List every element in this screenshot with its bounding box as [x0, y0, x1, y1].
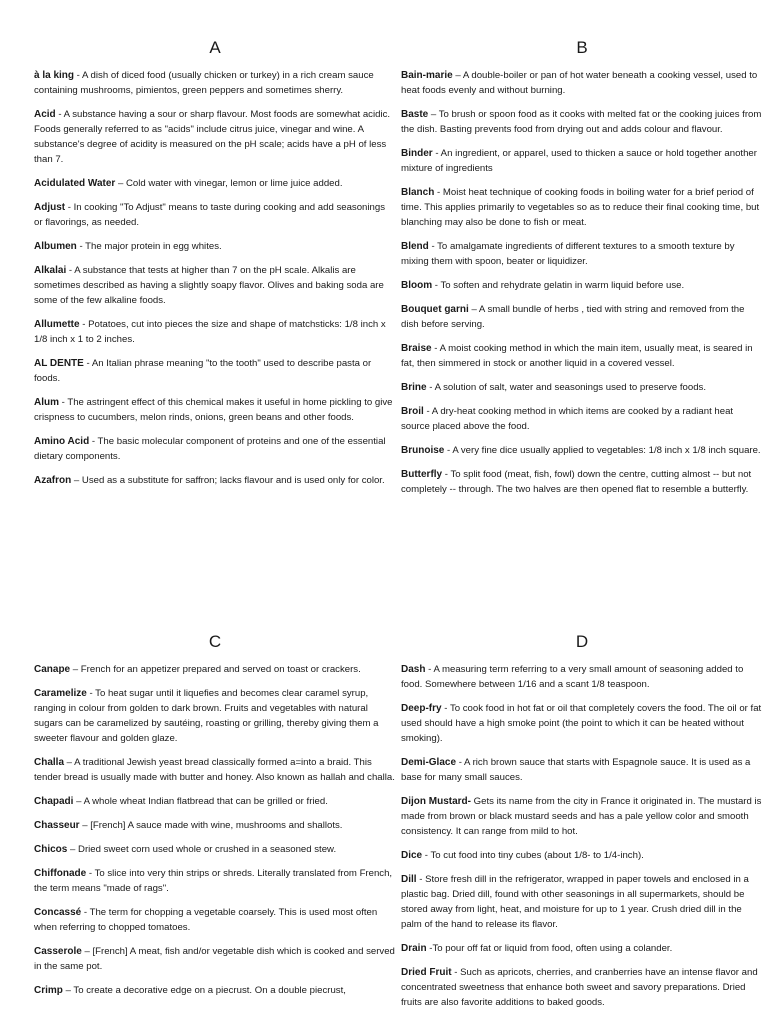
glossary-entry: [34, 944, 396, 974]
entry-definition: An Italian phrase meaning "to the tooth" used to describe pasta or foods.: [34, 358, 372, 384]
entry-term: Demi-Glace: [401, 757, 457, 768]
entry-term: Caramelize: [34, 688, 87, 699]
section-letter: C: [208, 632, 222, 651]
glossary-entry: [34, 983, 396, 998]
entry-term: Bain-marie: [401, 70, 453, 81]
glossary-entry: [34, 356, 396, 386]
entry-separator: -: [444, 445, 453, 456]
entry-separator: -: [86, 868, 95, 879]
glossary-entry: [401, 941, 763, 956]
glossary-entry: [34, 263, 396, 308]
entry-separator: -: [59, 397, 68, 408]
entry-term: Amino Acid: [34, 436, 90, 447]
entry-term: Blend: [401, 241, 429, 252]
section-b: [401, 38, 763, 506]
entry-term: Alkalai: [34, 265, 67, 276]
entry-term: Dijon Mustard-: [401, 796, 471, 807]
entry-definition: An ingredient, or apparel, used to thicken a sauce or hold together another mixture of ingredients: [401, 148, 757, 174]
glossary-entry: [34, 662, 396, 677]
entry-definition: [French] A meat, fish and/or vegetable dish which is cooked and served in the same pot.: [34, 946, 395, 972]
entry-separator: -: [426, 382, 435, 393]
entry-separator: -: [55, 109, 64, 120]
glossary-entry: [34, 473, 396, 488]
entry-separator: –: [81, 946, 93, 957]
entry-separator: -: [416, 874, 426, 885]
entry-definition: A rich brown sauce that starts with Espagnole sauce. It is used as a base for many small sauces.: [401, 757, 751, 783]
entry-separator: -: [431, 343, 440, 354]
entry-term: Brunoise: [401, 445, 445, 456]
entry-definition: In cooking "To Adjust" means to taste during cooking and add seasonings or flavorings, as needed.: [34, 202, 385, 228]
entry-term: Challa: [34, 757, 65, 768]
entry-definition: A moist cooking method in which the main item, usually meat, is seared in fat, then simmered in stock or another liquid in a covered vessel.: [401, 343, 753, 369]
entry-definition: A substance that tests at higher than 7 on the pH scale. Alkalis are sometimes described as having a slightly soapy flavor. Olives and baking soda are some of the few alkaline foods.: [34, 265, 384, 306]
entry-term: Concassé: [34, 907, 82, 918]
entry-term: Binder: [401, 148, 433, 159]
entry-term: Chicos: [34, 844, 68, 855]
entry-term: à la king: [34, 70, 75, 81]
entry-separator: -: [426, 943, 433, 954]
entry-separator: –: [70, 664, 81, 675]
entry-term: Blanch: [401, 187, 435, 198]
entry-separator: -: [86, 688, 96, 699]
entry-definition: Dried sweet corn used whole or crushed in a seasoned stew.: [78, 844, 337, 855]
entry-definition: To create a decorative edge on a piecrust. On a double piecrust,: [73, 985, 346, 996]
glossary-entry: [34, 434, 396, 464]
entry-definition: Moist heat technique of cooking foods in boiling water for a brief period of time. This applies primarily to vegetables so as to reduce their final cooking time, but blanching may also be done to fish or meat.: [401, 187, 760, 228]
entry-separator: –: [71, 475, 82, 486]
entry-separator: -: [66, 265, 75, 276]
entry-term: Casserole: [34, 946, 82, 957]
entry-term: Deep-fry: [401, 703, 442, 714]
entry-term: Broil: [401, 406, 424, 417]
entry-definition: A very fine dice usually applied to vegetables: 1/8 inch x 1/8 inch square.: [452, 445, 761, 456]
entry-separator: -: [422, 850, 431, 861]
glossary-entry: [401, 965, 763, 1010]
entry-definition: The astringent effect of this chemical makes it useful in home pickling to give crispness to cucumbers, melon rinds, onions, green beans and other foods.: [34, 397, 393, 423]
entry-term: Baste: [401, 109, 429, 120]
glossary-entry: [34, 176, 396, 191]
entry-definition: Such as apricots, cherries, and cranberries have an intense flavor and concentrated sweetness that enhance both sweet and savory preparations. Dried fruits are also favorite additions to baked goods.: [401, 967, 758, 1008]
section-d: [401, 632, 763, 1019]
entry-term: Acid: [34, 109, 56, 120]
entry-term: Allumette: [34, 319, 80, 330]
entry-definition: To heat sugar until it liquefies and becomes clear caramel syrup, ranging in colour from golden to dark brown. Fruits and vegetables with natural sugars can be caramelized by sautéing, roasting or grilling, thereby giving them a sweeter flavour and golden glaze.: [34, 688, 379, 744]
entry-term: Acidulated Water: [34, 178, 116, 189]
entry-term: Drain: [401, 943, 427, 954]
entry-definition: To slice into very thin strips or shreds. Literally translated from French, the term means "made of rags".: [34, 868, 393, 894]
entry-separator: –: [62, 985, 74, 996]
entry-separator: -: [441, 703, 450, 714]
entry-term: Bloom: [401, 280, 433, 291]
entry-term: Dice: [401, 850, 423, 861]
entry-separator: -: [428, 241, 438, 252]
glossary-entry: [401, 794, 763, 839]
entry-term: AL DENTE: [34, 358, 84, 369]
entry-separator: -: [442, 469, 451, 480]
entry-definition: A double-boiler or pan of hot water beneath a cooking vessel, used to heat foods evenly and without burning.: [401, 70, 758, 96]
entry-definition: Used as a substitute for saffron; lacks flavour and is used only for color.: [81, 475, 385, 486]
entry-term: Bouquet garni: [401, 304, 469, 315]
entry-term: Butterfly: [401, 469, 443, 480]
entry-term: Braise: [401, 343, 432, 354]
section-letter: D: [575, 632, 589, 651]
entry-definition: The term for chopping a vegetable coarsely. This is used most often when referring to chopped tomatoes.: [34, 907, 378, 933]
entry-term: Crimp: [34, 985, 63, 996]
glossary-entry: [401, 404, 763, 434]
entry-term: Alum: [34, 397, 59, 408]
glossary-entry: [401, 107, 763, 137]
glossary-entry: [401, 302, 763, 332]
glossary-entry: [401, 755, 763, 785]
entry-separator: -: [65, 202, 74, 213]
entry-term: Azafron: [34, 475, 72, 486]
entry-term: Albumen: [34, 241, 77, 252]
entry-definition: A whole wheat Indian flatbread that can be grilled or fried.: [83, 796, 328, 807]
glossary-entry: [34, 866, 396, 896]
entry-definition: Cold water with vinegar, lemon or lime juice added.: [125, 178, 343, 189]
glossary-entry: [34, 818, 396, 833]
entry-separator: –: [79, 820, 91, 831]
entry-definition: French for an appetizer prepared and served on toast or crackers.: [80, 664, 361, 675]
entry-separator: –: [115, 178, 126, 189]
glossary-entry: [34, 107, 396, 167]
glossary-entry: [401, 662, 763, 692]
entry-term: Adjust: [34, 202, 66, 213]
glossary-entry: [34, 794, 396, 809]
entry-definition: A solution of salt, water and seasonings used to preserve foods.: [434, 382, 707, 393]
glossary-entry: [34, 239, 396, 254]
entry-separator: -: [432, 148, 441, 159]
entry-definition: To split food (meat, fish, fowl) down the centre, cutting almost -- but not completely -- through. The two halves are then opened flat to resemble a butterfly.: [401, 469, 752, 495]
entry-term: Chiffonade: [34, 868, 87, 879]
entry-definition: The basic molecular component of proteins and one of the essential dietary components.: [34, 436, 386, 462]
entry-definition: To brush or spoon food as it cooks with melted fat or the cooking juices from the dish. Basting prevents food from drying out and adds colour and flavour.: [401, 109, 762, 135]
entry-term: Dill: [401, 874, 417, 885]
entry-definition: A substance having a sour or sharp flavour. Most foods are somewhat acidic. Foods generally referred to as "acids" include citrus juice, vinegar and wine. A substance's degree of acidity is measured on the pH scale; acids have a pH of less than 7.: [34, 109, 391, 165]
glossary-entry: [401, 185, 763, 230]
entry-separator: –: [428, 109, 439, 120]
glossary-entry: [401, 278, 763, 293]
entry-separator: -: [89, 436, 98, 447]
glossary-entry: [34, 755, 396, 785]
section-c: [34, 632, 396, 1007]
glossary-entry: [34, 317, 396, 347]
glossary-entry: [401, 848, 763, 863]
section-a: [34, 38, 396, 497]
glossary-entry: [401, 341, 763, 371]
entry-definition: Gets its name from the city in France it originated in. The mustard is made from brown or black mustard seeds and has a pale yellow color and smooth consistency. It can range from mild to hot.: [401, 796, 762, 837]
entry-definition: To pour off fat or liquid from food, often using a colander.: [432, 943, 673, 954]
section-letter: A: [209, 38, 221, 57]
entry-definition: The major protein in egg whites.: [85, 241, 222, 252]
entry-term: Dash: [401, 664, 426, 675]
glossary-entry: [34, 395, 396, 425]
entry-definition: A dry-heat cooking method in which items are cooked by a radiant heat source placed above the food.: [401, 406, 734, 432]
glossary-entry: [34, 905, 396, 935]
section-letter: B: [576, 38, 588, 57]
entry-definition: Store fresh dill in the refrigerator, wrapped in paper towels and enclosed in a plastic bag. Dried dill, found with other seasonings in all supermarkets, should be stored away from light, heat, and moisture for up to 1 year. Crush dried dill in the palm of the hand to release its flavor.: [401, 874, 749, 930]
glossary-entry: [34, 68, 396, 98]
entry-separator: -: [79, 319, 89, 330]
entry-separator: –: [73, 796, 84, 807]
entry-separator: -: [81, 907, 90, 918]
glossary-entry: [34, 200, 396, 230]
entry-separator: -: [456, 757, 465, 768]
entry-definition: To soften and rehydrate gelatin in warm liquid before use.: [440, 280, 685, 291]
entry-definition: A measuring term referring to a very small amount of seasoning added to food. Somewhere between 1/16 and a scant 1/8 teaspoon.: [401, 664, 744, 690]
entry-separator: –: [64, 757, 75, 768]
entry-term: Canape: [34, 664, 71, 675]
entry-definition: Potatoes, cut into pieces the size and shape of matchsticks: 1/8 inch x 1/8 inch x 1 to 2 inches.: [34, 319, 386, 345]
entry-definition: [French] A sauce made with wine, mushrooms and shallots.: [90, 820, 343, 831]
entry-definition: To amalgamate ingredients of different textures to a smooth texture by mixing them with spoon, beater or liquidizer.: [401, 241, 735, 267]
glossary-entry: [401, 380, 763, 395]
entry-term: Brine: [401, 382, 427, 393]
glossary-entry: [401, 239, 763, 269]
glossary-entry: [401, 68, 763, 98]
entry-separator: -: [76, 241, 86, 252]
glossary-entry: [401, 701, 763, 746]
glossary-entry: [401, 467, 763, 497]
glossary-entry: [34, 686, 396, 746]
glossary-entry: [34, 842, 396, 857]
entry-separator: –: [67, 844, 79, 855]
glossary-entry: [401, 872, 763, 932]
entry-separator: -: [83, 358, 92, 369]
entry-separator: -: [425, 664, 434, 675]
entry-separator: -: [423, 406, 432, 417]
entry-definition: A dish of diced food (usually chicken or turkey) in a rich cream sauce containing mushrooms, pimientos, green peppers and sometimes sherry.: [34, 70, 374, 96]
glossary-entry: [401, 146, 763, 176]
entry-term: Dried Fruit: [401, 967, 452, 978]
entry-separator: -: [451, 967, 461, 978]
entry-separator: –: [468, 304, 479, 315]
entry-definition: A small bundle of herbs , tied with string and removed from the dish before serving.: [401, 304, 745, 330]
entry-separator: -: [432, 280, 441, 291]
entry-term: Chasseur: [34, 820, 80, 831]
entry-definition: To cook food in hot fat or oil that completely covers the food. The oil or fat used should have a high smoke point (the point to which it can be heated without smoking).: [401, 703, 762, 744]
entry-separator: –: [452, 70, 463, 81]
entry-definition: To cut food into tiny cubes (about 1/8- to 1/4-inch).: [430, 850, 644, 861]
entry-definition: A traditional Jewish yeast bread classically formed a=into a braid. This tender bread is usually made with butter and honey. Also known as hallah and challa.: [34, 757, 395, 783]
entry-separator: -: [434, 187, 443, 198]
glossary-entry: [401, 443, 763, 458]
entry-term: Chapadi: [34, 796, 74, 807]
entry-separator: -: [74, 70, 83, 81]
